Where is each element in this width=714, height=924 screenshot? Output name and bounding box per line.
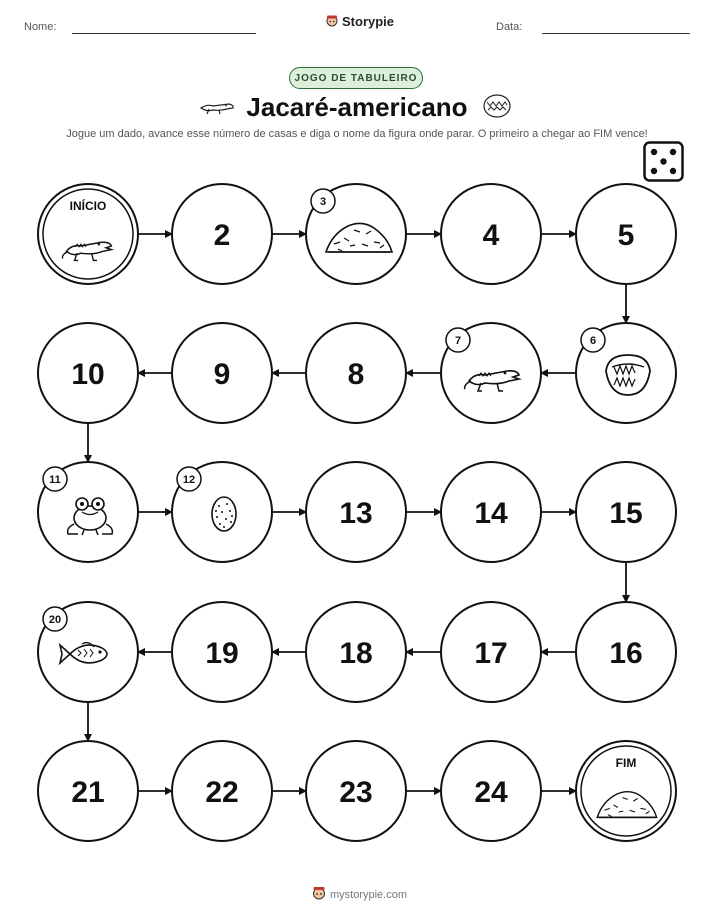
square-number-label: 6 <box>589 335 597 347</box>
instructions-text: Jogue um dado, avance esse número de casas e diga o nome da figura onde parar. O primeiro a chegar ao FIM vence! <box>66 128 648 140</box>
board-square-18[interactable] <box>306 602 406 702</box>
board-square-16[interactable] <box>576 602 676 702</box>
square-number-label: 18 <box>339 637 373 670</box>
storypie-mascot-icon <box>312 886 326 901</box>
board-square-20[interactable] <box>38 602 138 702</box>
game-type-badge: JOGO DE TABULEIRO <box>289 67 423 89</box>
square-number-label: 15 <box>609 497 643 530</box>
page-title: Jacaré-americano <box>246 92 468 122</box>
square-number-label: 24 <box>474 776 508 809</box>
board-square-7[interactable] <box>441 323 541 423</box>
square-number-label: 23 <box>339 776 373 809</box>
square-number-label: 10 <box>71 358 105 391</box>
square-number-label: 8 <box>347 358 365 391</box>
board-square-19[interactable] <box>172 602 272 702</box>
board-square-9[interactable] <box>172 323 272 423</box>
board-square-8[interactable] <box>306 323 406 423</box>
square-number-label: 19 <box>205 637 239 670</box>
board-square-10[interactable] <box>38 323 138 423</box>
square-number-label: 4 <box>482 219 500 252</box>
board-square-11[interactable] <box>38 462 138 562</box>
square-number-label: 13 <box>339 497 373 530</box>
board-square-12[interactable] <box>172 462 272 562</box>
square-number-label: 21 <box>71 776 105 809</box>
board-square-25[interactable] <box>576 741 676 841</box>
square-number-label: 20 <box>48 614 62 626</box>
brand-name: Storypie <box>342 14 395 29</box>
square-number-label: 16 <box>609 637 643 670</box>
alligator-jaws-icon <box>606 355 650 395</box>
board-square-6[interactable] <box>576 323 676 423</box>
square-number-label: 5 <box>617 219 635 252</box>
board-square-21[interactable] <box>38 741 138 841</box>
board-square-4[interactable] <box>441 184 541 284</box>
board-square-5[interactable] <box>576 184 676 284</box>
square-number-label: 12 <box>182 474 196 486</box>
board-square-2[interactable] <box>172 184 272 284</box>
square-number-label: 11 <box>49 474 61 486</box>
board-square-3[interactable] <box>306 184 406 284</box>
square-number-label: 9 <box>213 358 231 391</box>
board-square-1[interactable] <box>38 184 138 284</box>
square-number-label: 3 <box>319 196 327 208</box>
date-label: Data: <box>496 21 523 33</box>
start-label: INÍCIO <box>69 199 107 213</box>
board-square-23[interactable] <box>306 741 406 841</box>
square-number-label: 14 <box>474 497 508 530</box>
board-square-13[interactable] <box>306 462 406 562</box>
end-label: FIM <box>615 756 637 770</box>
board-square-24[interactable] <box>441 741 541 841</box>
board-square-15[interactable] <box>576 462 676 562</box>
board-square-17[interactable] <box>441 602 541 702</box>
square-number-label: 22 <box>205 776 239 809</box>
square-number-label: 7 <box>454 335 462 347</box>
footer-url[interactable]: mystorypie.com <box>330 889 408 901</box>
square-number-label: 17 <box>474 637 508 670</box>
egg-icon <box>212 497 236 531</box>
square-number-label: 2 <box>213 219 231 252</box>
board-square-14[interactable] <box>441 462 541 562</box>
name-label: Nome: <box>24 21 57 33</box>
board-square-22[interactable] <box>172 741 272 841</box>
